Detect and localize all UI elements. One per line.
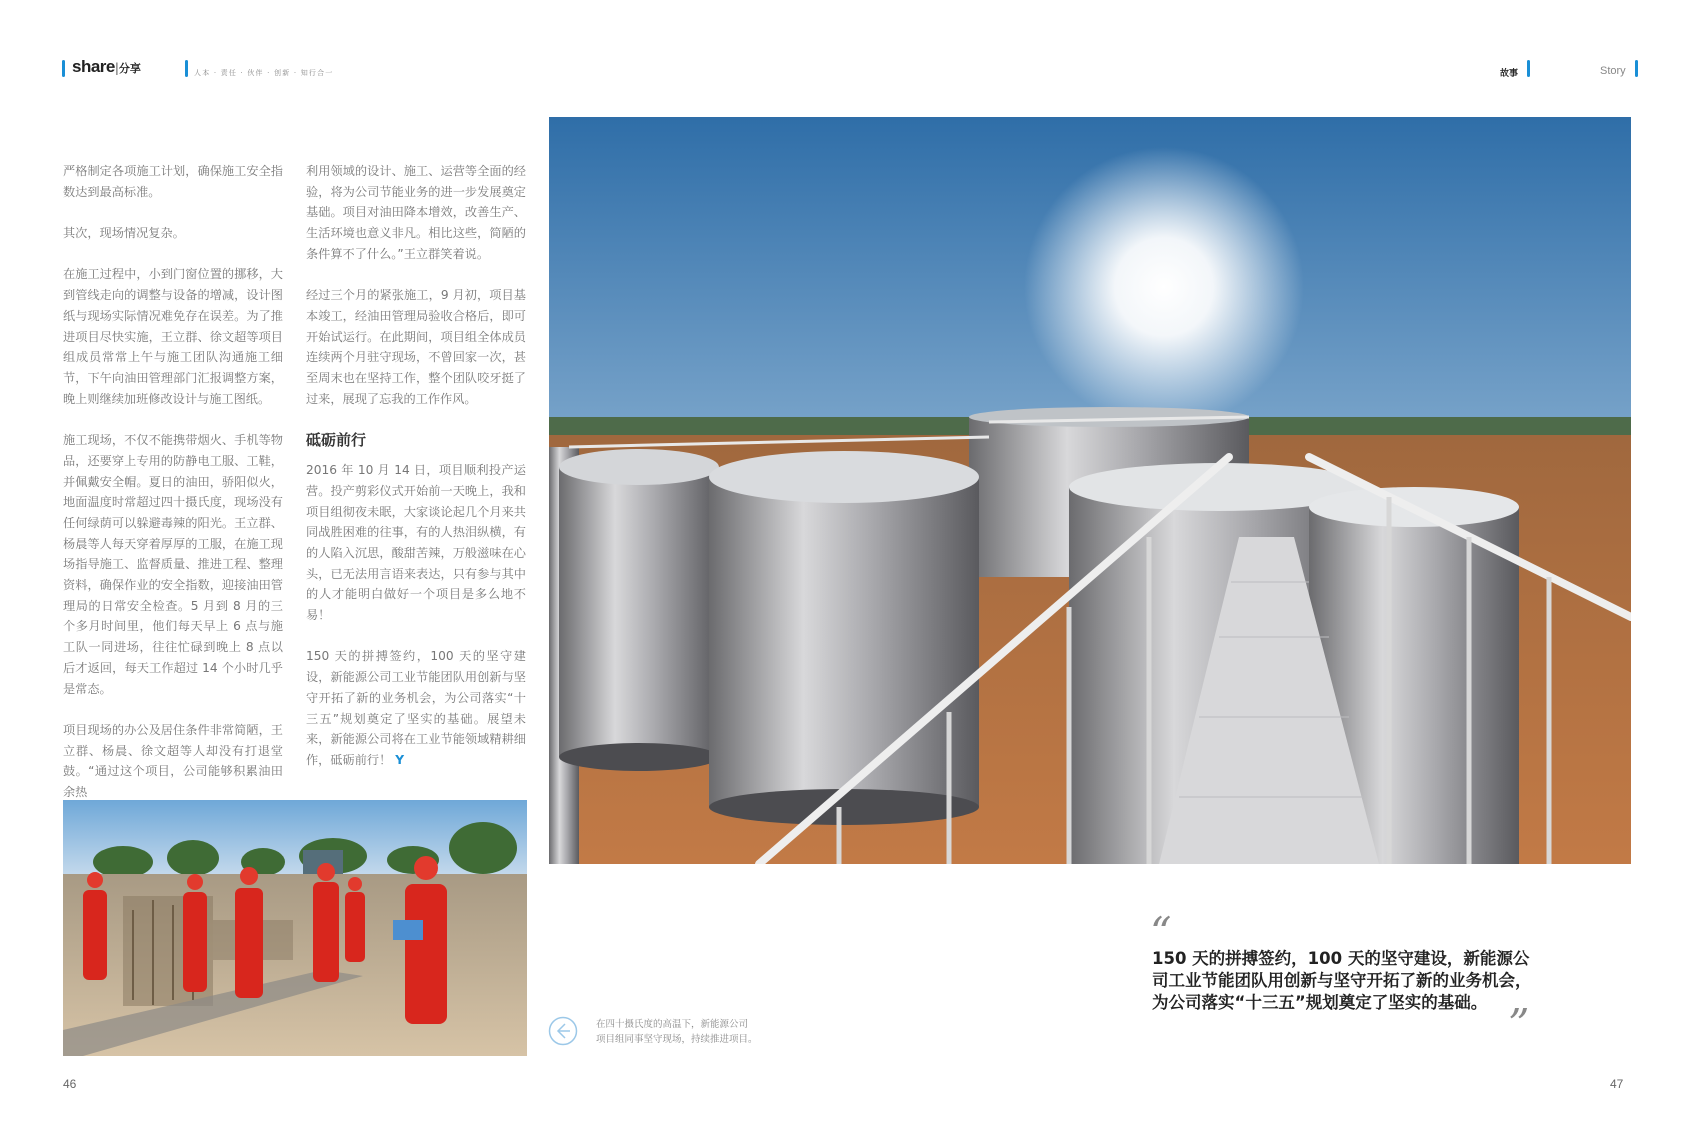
- header-accent-bar-slogan: [185, 60, 188, 77]
- paragraph: 严格制定各项施工计划，确保施工安全指数达到最高标准。: [63, 164, 283, 199]
- paragraph: [306, 646, 526, 770]
- section-heading: 砥砺前行: [306, 431, 367, 450]
- text-column-1: [63, 161, 283, 803]
- quote-close-mark: ”: [1508, 1000, 1530, 1049]
- text-column-2: [306, 161, 526, 771]
- photo-caption: [596, 1017, 816, 1047]
- header-accent-bar-right: [1635, 60, 1638, 77]
- brand-logo: [72, 57, 141, 77]
- arrow-left-circle-icon: [548, 1016, 578, 1046]
- paragraph: 利用领域的设计、施工、运营等全面的经验，将为公司节能业务的进一步发展奠定基础。项目对油田降本增效，改善生产、生活环境也意义非凡。相比这些，简陋的条件算不了什么。”王立群笑着说。: [306, 164, 526, 261]
- page-number-left: 46: [63, 1077, 77, 1091]
- paragraph: 项目现场的办公及居住条件非常简陋，王立群、杨晨、徐文超等人却没有打退堂鼓。“通过这个项目，公司能够积累油田余热: [63, 722, 283, 800]
- header-accent-bar-mid: [1527, 60, 1530, 77]
- caption-line: 项目组同事坚守现场，持续推进项目。: [596, 1034, 758, 1045]
- quote-open-mark: “: [1150, 908, 1172, 957]
- brand-separator: |: [114, 61, 119, 75]
- paragraph: 2016 年 10 月 14 日，项目顺利投产运营。投产剪彩仪式开始前一天晚上，我和项目组彻夜未眠，大家谈论起几个月来共同战胜困难的往事，有的人热泪纵横，有的人陷入沉思，酸甜苦辣，万般滋味在心头，已无法用言语来表达，只有参与其中的人才能明白做好一个项目是多么地不易！: [306, 463, 526, 623]
- paragraph: 施工现场，不仅不能携带烟火、手机等物品，还要穿上专用的防静电工服、工鞋，并佩戴安全帽。夏日的油田，骄阳似火，地面温度时常超过四十摄氏度，现场没有任何绿荫可以躲避毒辣的阳光。王立群、杨晨等人每天穿着厚厚的工服，在施工现场指导施工、监督质量、推进工程、整理资料，确保作业的安全指数，迎接油田管理局的日常安全检查。5 月到 8 月的三个多月时间里，他们每天早上 6 点与施工队一同进场，往往忙碌到晚上 8 点以后才返回，每天工作超过 14 个小时几乎是常态。: [63, 433, 283, 696]
- page-number-right: 47: [1610, 1077, 1624, 1091]
- paragraph-text: 150 天的拼搏签约，100 天的坚守建设，新能源公司工业节能团队用创新与坚守开拓了新的业务机会，为公司落实“十三五”规划奠定了坚实的基础。展望未来，新能源公司将在工业节能领域精耕细作，砥砺前行！: [306, 649, 526, 767]
- header-slogan: 人本 · 责任 · 伙伴 · 创新 · 知行合一: [194, 69, 334, 77]
- workers-photo: [63, 800, 527, 1056]
- storage-tanks-photo: [549, 117, 1631, 864]
- paragraph: 经过三个月的紧张施工，9 月初，项目基本竣工，经油田管理局验收合格后，即可开始试运行。在此期间，项目组全体成员连续两个月驻守现场，不曾回家一次，甚至周末也在坚持工作，整个团队咬牙挺了过来，展现了忘我的工作作风。: [306, 288, 526, 406]
- caption-line: 在四十摄氏度的高温下，新能源公司: [596, 1019, 749, 1030]
- pull-quote-text: 150 天的拼搏签约，100 天的坚守建设，新能源公司工业节能团队用创新与坚守开拓了新的业务机会，为公司落实“十三五”规划奠定了坚实的基础。: [1152, 949, 1532, 1012]
- header-accent-bar-left: [62, 60, 65, 77]
- brand-en: share: [72, 57, 115, 76]
- section-label-cn: 故事: [1500, 69, 1519, 79]
- section-label-en: Story: [1600, 65, 1626, 77]
- end-mark-icon: Y: [395, 752, 405, 767]
- paragraph: 其次，现场情况复杂。: [63, 226, 185, 241]
- brand-cn: 分享: [118, 62, 141, 75]
- paragraph: 在施工过程中，小到门窗位置的挪移，大到管线走向的调整与设备的增减，设计图纸与现场实际情况难免存在误差。为了推进项目尽快实施，王立群、徐文超等项目组成员常常上午与施工团队沟通施工细节，下午向油田管理部门汇报调整方案，晚上则继续加班修改设计与施工图纸。: [63, 267, 283, 406]
